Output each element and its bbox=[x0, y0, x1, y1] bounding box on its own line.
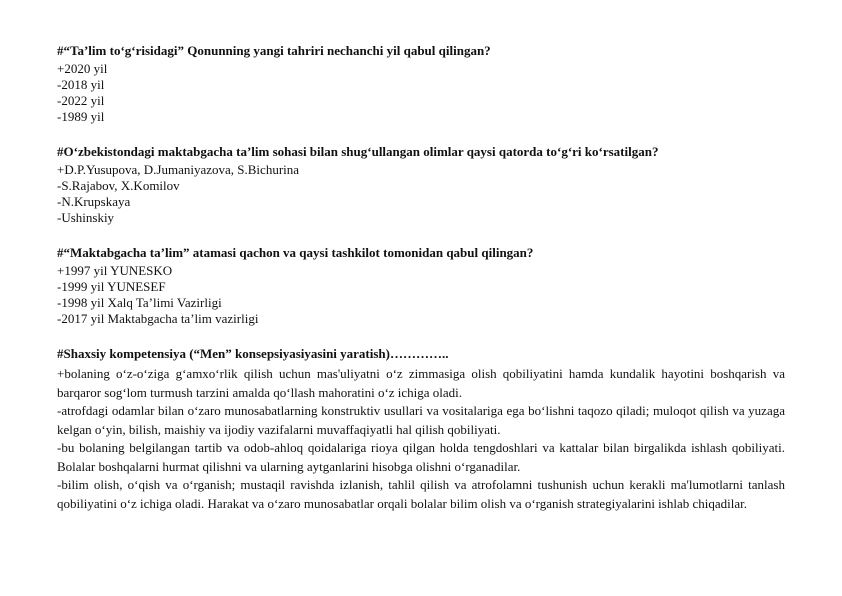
answer-option: -S.Rajabov, X.Komilov bbox=[57, 178, 180, 193]
answer-option: +D.P.Yusupova, D.Jumaniyazova, S.Bichurina bbox=[57, 162, 300, 177]
answer-option: -2018 yil bbox=[57, 77, 105, 92]
document-page bbox=[57, 43, 785, 513]
question-block-4 bbox=[57, 346, 785, 513]
question-block-3 bbox=[57, 245, 785, 327]
answer-option: -1998 yil Xalq Ta’limi Vazirligi bbox=[57, 295, 222, 310]
answer-option: -1989 yil bbox=[57, 109, 105, 124]
answer-option: +2020 yil bbox=[57, 61, 108, 76]
answer-option: -Ushinskiy bbox=[57, 210, 115, 225]
question-text: #“Maktabgacha ta’lim” atamasi qachon va qaysi tashkilot tomonidan qabul qilingan? bbox=[57, 245, 534, 260]
question-text: #“Ta’lim to‘g‘risidagi” Qonunning yangi tahriri nechanchi yil qabul qilingan? bbox=[57, 43, 491, 58]
answer-option: -bu bolaning belgilangan tartib va odob-ahloq qoidalariga rioya qilgan holda tengdoshlari va kattalar bilan birgalikda ishlash qobiliyati. Bolalar boshqalarni hurmat qilishni va ularning aytganlarini hisobga olishni o‘rganadilar. bbox=[57, 440, 785, 474]
answer-option: +bolaning o‘z-o‘ziga g‘amxo‘rlik qilish uchun mas'uliyatni o‘z zimmasiga olish qobiliyatini hamda kundalik hayotini boshqarish va barqaror sog‘lom turmush tarzini amalda qo‘llash mahoratini o‘z ichiga oladi. bbox=[57, 366, 785, 400]
answer-option: -1999 yil YUNESEF bbox=[57, 279, 166, 294]
answer-option: -2017 yil Maktabgacha ta’lim vazirligi bbox=[57, 311, 259, 326]
answer-option: -bilim olish, o‘qish va o‘rganish; mustaqil ravishda izlanish, tahlil qilish va atrofolamni tushunish uchun kerakli ma'lumotlarni tanlash qobiliyatini o‘z ichiga oladi. Harakat va o‘zaro munosabatlar orqali bolalar bilim olish va o‘rganish strategiyalarini ishlab chiqadilar. bbox=[57, 477, 785, 511]
question-block-2 bbox=[57, 144, 785, 226]
question-text: #Shaxsiy kompetensiya (“Men” konsepsiyasiyasini yaratish)………….. bbox=[57, 346, 449, 361]
question-block-1 bbox=[57, 43, 785, 125]
question-text: #O‘zbekistondagi maktabgacha ta’lim sohasi bilan shug‘ullangan olimlar qaysi qatorda to‘g‘ri ko‘rsatilgan? bbox=[57, 144, 659, 159]
answer-option: -atrofdagi odamlar bilan o‘zaro munosabatlarning konstruktiv usullari va vositalariga ega bo‘lishni taqozo qiladi; muloqot qilish va yuzaga kelgan o‘yin, bilish, maishiy va ijodiy vazifalarni muvaffaqiyatli hal qilish qobiliyati. bbox=[57, 403, 785, 437]
answer-option: +1997 yil YUNESKO bbox=[57, 263, 173, 278]
answer-option: -2022 yil bbox=[57, 93, 105, 108]
answer-option: -N.Krupskaya bbox=[57, 194, 131, 209]
